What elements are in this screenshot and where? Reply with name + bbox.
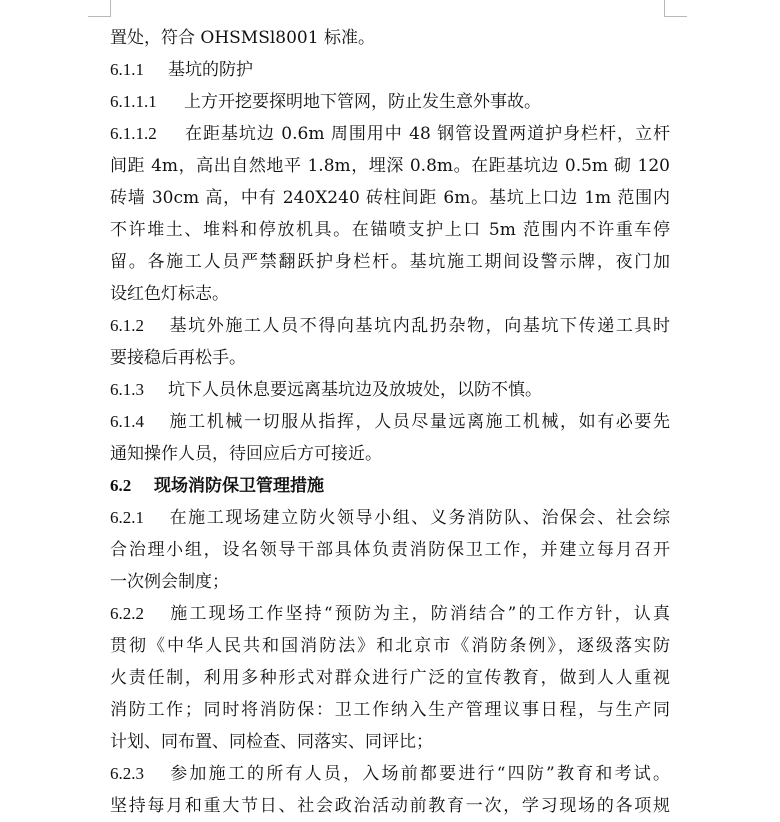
heading-6-2 <box>110 470 670 502</box>
paragraph-6-2-2-line-1 <box>110 598 670 630</box>
paragraph-text: 参加施工的所有人员，入场前都要进行“四防”教育和考试。 <box>168 764 670 784</box>
paragraph-6-2-1-line-2: 合治理小组，设名领导干部具体负责消防保卫工作，并建立每月召开 <box>110 540 670 560</box>
paragraph-6-2-3-line-2: 坚持每月和重大节日、社会政治活动前教育一次，学习现场的各项规 <box>110 796 670 816</box>
paragraph-text: 上方开挖要探明地下管网，防止发生意外事故。 <box>184 92 541 112</box>
paragraph-text: 坑下人员休息要远离基坑边及放坡处，以防不慎。 <box>168 380 542 400</box>
section-number: 6.1.1 <box>110 60 144 79</box>
paragraph-text: 基坑外施工人员不得向基坑内乱扔杂物，向基坑下传递工具时 <box>168 316 670 336</box>
paragraph-6-1-1-2-line-2: 间距 4m，高出自然地平 1.8m，埋深 0.8m。在距基坑边 0.5m 砌 120 <box>110 156 670 176</box>
paragraph-6-1-1-2-line-3: 砖墙 30cm 高，中有 240X240 砖柱间距 6m。基坑上口边 1m 范围内 <box>110 188 670 208</box>
paragraph-6-2-1-line-1 <box>110 502 670 534</box>
paragraph-6-1-4-line-1 <box>110 406 670 438</box>
paragraph-6-1-1-2-line-6: 设红色灯标志。 <box>110 284 229 304</box>
section-number: 6.2.3 <box>110 764 144 783</box>
page-corner-mark-right <box>664 0 687 17</box>
paragraph-6-1-1-2-line-4: 不许堆土、堆料和停放机具。在锚喷支护上口 5m 范围内不许重车停 <box>110 220 670 240</box>
section-title: 现场消防保卫管理措施 <box>154 476 324 496</box>
section-number: 6.2.1 <box>110 508 144 527</box>
paragraph-6-1-1-2-line-1 <box>110 118 670 150</box>
paragraph-6-2-2-line-2: 贯彻《中华人民共和国消防法》和北京市《消防条例》，逐级落实防 <box>110 636 670 656</box>
section-number: 6.1.4 <box>110 412 144 431</box>
document-page <box>110 22 670 822</box>
section-number: 6.2 <box>110 476 132 495</box>
section-number: 6.1.3 <box>110 380 144 399</box>
section-number: 6.1.2 <box>110 316 144 335</box>
paragraph-6-2-2-line-5: 计划、同布置、同检查、同落实、同评比； <box>110 732 433 752</box>
paragraph-6-2-3-line-1 <box>110 758 670 790</box>
paragraph-text: 施工机械一切服从指挥，人员尽量远离施工机械，如有必要先 <box>168 412 670 432</box>
paragraph-6-1-2-line-1 <box>110 310 670 342</box>
section-number: 6.1.1.2 <box>110 124 157 143</box>
paragraph-6-1-2-line-2: 要接稳后再松手。 <box>110 348 246 368</box>
paragraph-6-2-1-line-3: 一次例会制度； <box>110 572 229 592</box>
paragraph-6-1-4-line-2: 通知操作人员，待回应后方可接近。 <box>110 444 382 464</box>
page-corner-mark-left <box>88 0 111 17</box>
heading-6-1-1 <box>110 54 670 86</box>
paragraph-6-2-2-line-4: 消防工作；同时将消防保：卫工作纳入生产管理议事日程，与生产同 <box>110 700 670 720</box>
paragraph-6-2-2-line-3: 火责任制，利用多种形式对群众进行广泛的宣传教育，做到人人重视 <box>110 668 670 688</box>
paragraph-6-1-1-2-line-5: 留。各施工人员严禁翻跃护身栏杆。基坑施工期间设警示牌，夜门加 <box>110 252 670 272</box>
section-number: 6.2.2 <box>110 604 144 623</box>
section-title: 基坑的防护 <box>168 60 253 80</box>
paragraph-6-1-1-1 <box>110 86 670 118</box>
section-number: 6.1.1.1 <box>110 92 157 111</box>
paragraph-text: 在距基坑边 0.6m 周围用中 48 钢管设置两道护身栏杆，立杆 <box>184 124 670 144</box>
paragraph-text: 施工现场工作坚持“预防为主，防消结合”的工作方针，认真 <box>168 604 670 624</box>
intro-line: 置处，符合 OHSMSl8001 标准。 <box>110 28 375 48</box>
paragraph-text: 在施工现场建立防火领导小组、义务消防队、治保会、社会综 <box>168 508 670 528</box>
paragraph-6-1-3 <box>110 374 670 406</box>
